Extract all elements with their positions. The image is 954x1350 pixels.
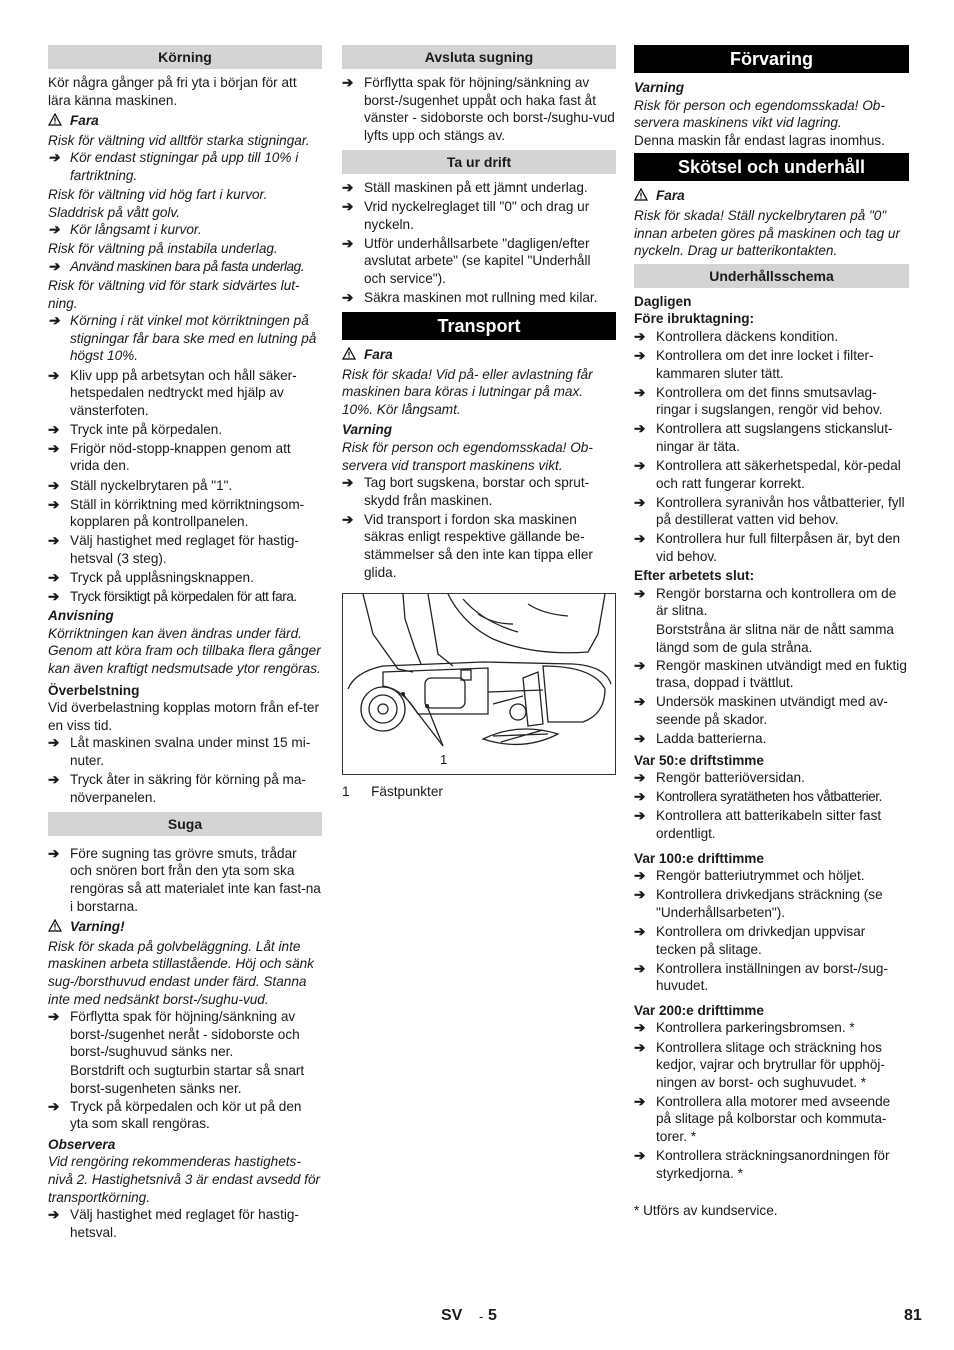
- arrow-right-icon: ➔: [634, 348, 646, 364]
- risk-action-text: Körning i rät vinkel mot körriktningen på stigningar får bara ske med en lutning på högst 10%.: [70, 313, 317, 364]
- var100-heading: Var 100:e drifttimme: [634, 850, 764, 866]
- var50-heading: Var 50:e driftstimme: [634, 752, 764, 768]
- arrow-right-icon: ➔: [634, 1148, 646, 1164]
- figure-caption: [342, 783, 616, 801]
- warning-label: Varning: [342, 422, 393, 438]
- list-item-text: Kontrollera alla motorer med avseende på slitage på kolborstar och kommuta-torer. *: [656, 1093, 891, 1144]
- list-item-text: Ställ in körriktning med körriktningsom-kopplaren på kontrollpanelen.: [70, 496, 305, 530]
- section-heading-skotsel: Skötsel och underhåll: [634, 153, 909, 181]
- korning-intro: Kör några gånger på fri yta i början för att lära känna maskinen.: [48, 75, 297, 108]
- arrow-right-icon: ➔: [342, 198, 354, 214]
- warning-text: Risk för person och egendomsskada! Ob-servera maskinens vikt vid lagring.: [634, 97, 885, 131]
- danger-notice: [342, 346, 616, 364]
- warning-label: Varning!: [70, 919, 125, 935]
- list-item-text: Kontrollera sträckningsanordningen för styrkedjorna. *: [656, 1148, 890, 1181]
- list-item: [634, 1039, 909, 1092]
- arrow-right-icon: ➔: [48, 1009, 60, 1025]
- arrow-right-icon: ➔: [634, 458, 646, 474]
- arrow-right-icon: ➔: [342, 75, 354, 90]
- danger-text: Risk för skada! Vid på- eller avlastning får maskinen bara köras i lutningar på max. 10%. Kör långsamt.: [342, 366, 593, 417]
- list-item-text: Ställ nyckelbrytaren på "1".: [70, 477, 233, 493]
- arrow-right-icon: ➔: [342, 475, 354, 491]
- section-heading-suga: Suga: [48, 812, 322, 836]
- arrow-right-icon: ➔: [48, 313, 60, 329]
- warning-triangle-icon: [342, 347, 356, 365]
- list-item-text: Rengör batteriutrymmet och höljet.: [656, 868, 865, 884]
- list-item: [342, 198, 616, 233]
- fore-ibruktagning-heading: Före ibruktagning:: [634, 311, 755, 327]
- risk-text: Risk för vältning vid hög fart i kurvor. Sladdrisk på vått golv.: [48, 187, 268, 220]
- list-item-text: Utför underhållsarbete "dagligen/efter avslutat arbete" (se kapitel "Underhåll och service").: [364, 235, 591, 286]
- list-item: [342, 289, 616, 307]
- arrow-right-icon: ➔: [634, 585, 646, 601]
- list-item-text: Kontrollera om det inre locket i filter-kammaren sluter tätt.: [656, 348, 874, 381]
- list-item-text: Välj hastighet med reglaget för hastig-hetsval.: [70, 1207, 299, 1240]
- risk-action: [48, 312, 322, 365]
- arrow-right-icon: ➔: [634, 808, 646, 824]
- list-item: [48, 532, 322, 567]
- language-code: SV: [441, 1307, 463, 1324]
- dagligen-heading: Dagligen: [634, 293, 692, 309]
- list-item-text: Säkra maskinen mot rullning med kilar.: [364, 289, 598, 305]
- list-item-text: Kontrollera parkeringsbromsen. *: [656, 1020, 855, 1036]
- list-item: [634, 530, 909, 565]
- arrow-right-icon: ➔: [48, 496, 60, 512]
- arrow-right-icon: ➔: [48, 421, 60, 437]
- list-item-text: Kontrollera däckens kondition.: [656, 328, 839, 344]
- arrow-right-icon: ➔: [634, 494, 646, 510]
- danger-notice: [634, 187, 909, 205]
- list-item: [342, 74, 616, 144]
- arrow-right-icon: ➔: [634, 1093, 646, 1109]
- arrow-right-icon: ➔: [48, 772, 60, 788]
- arrow-right-icon: ➔: [48, 440, 60, 456]
- list-item-text: Kontrollera syranivån hos våtbatterier, fyll på destillerat vatten vid behov.: [656, 494, 905, 528]
- warning-label: Varning: [634, 80, 685, 95]
- list-item-text: Kliv upp på arbetsytan och håll säker-hetspedalen nedtryckt med hjälp av vänsterfoten.: [70, 367, 297, 418]
- arrow-right-icon: ➔: [634, 531, 646, 547]
- list-item-text: Vrid nyckelreglaget till "0" och drag ur nyckeln.: [364, 198, 590, 232]
- arrow-right-icon: ➔: [634, 887, 646, 903]
- page-number: 81: [904, 1307, 922, 1324]
- warning-text: Risk för skada på golvbeläggning. Låt inte maskinen arbeta stillastående. Höj och sänk sug-/borsthuvud endast under färd. Stanna inte med nedsänkt borst-/sughu-vud.: [48, 938, 314, 1007]
- list-item: [634, 769, 909, 787]
- observera-text: Vid rengöring rekommenderas hastighets-nivå 2. Hastighetsnivå 3 är endast avsedd för transportkörning.: [48, 1154, 321, 1205]
- list-item-text: Kontrollera drivkedjans sträckning (se "Underhållsarbeten").: [656, 887, 883, 920]
- caption-number: 1: [342, 784, 350, 800]
- observera-label: Observera: [48, 1136, 116, 1152]
- anvisning-label: Anvisning: [48, 608, 114, 624]
- caption-text: Fästpunkter: [371, 784, 443, 800]
- danger-text: Risk för skada! Ställ nyckelbrytaren på "0" innan arbeten göres på maskinen och tag ur nyckeln. Drag ur batterikontakten.: [634, 207, 901, 259]
- list-item: [342, 511, 616, 581]
- list-item-text: Kontrollera inställningen av borst-/sug-huvudet.: [656, 960, 888, 994]
- section-heading-forvaring: Förvaring: [634, 45, 909, 73]
- list-item: [634, 693, 909, 728]
- column-right: [634, 45, 909, 1219]
- list-item: [48, 421, 322, 439]
- arrow-right-icon: ➔: [634, 1039, 646, 1055]
- list-item: [634, 657, 909, 692]
- column-left: [48, 45, 322, 1243]
- page-footer: [0, 1307, 954, 1329]
- risk-action-text: Använd maskinen bara på fasta underlag.: [70, 258, 305, 274]
- warning-notice: [48, 918, 322, 936]
- list-item-text: Rengör maskinen utvändigt med en fuktig trasa, doppad i tvättlut.: [656, 657, 907, 691]
- machine-illustration: [343, 594, 615, 774]
- list-item-text: Låt maskinen svalna under minst 15 mi-nuter.: [70, 735, 311, 768]
- warning-text: Risk för person och egendomsskada! Ob-servera vid transport maskinens vikt.: [342, 440, 593, 473]
- section-heading-transport: Transport: [342, 312, 616, 340]
- section-heading-underhallsschema: Underhållsschema: [634, 264, 909, 288]
- efter-note: Borststråna är slitna när de nått samma längd som de gula stråna.: [656, 622, 894, 656]
- list-item-text: Tryck försiktigt på körpedalen för att fara.: [70, 589, 297, 605]
- list-item-text: Frigör nöd-stopp-knappen genom att vrida den.: [70, 440, 291, 474]
- arrow-right-icon: ➔: [634, 328, 646, 344]
- list-item: [48, 569, 322, 587]
- warning-triangle-icon: [48, 113, 62, 131]
- list-item: [48, 1206, 322, 1241]
- arrow-right-icon: ➔: [634, 789, 645, 805]
- risk-text: Risk för vältning vid för stark sidvärtes lut-ning.: [48, 278, 300, 311]
- risk-action: [48, 258, 322, 276]
- list-item-text: Ladda batterierna.: [656, 731, 767, 746]
- list-item: [342, 474, 616, 509]
- var200-heading: Var 200:e drifttimme: [634, 1002, 764, 1018]
- arrow-right-icon: ➔: [48, 222, 60, 238]
- suga-note: Borstdrift och sugturbin startar så snart borst-sugenheten sänks ner.: [70, 1063, 305, 1096]
- list-item: [634, 585, 909, 620]
- anvisning-text: Körriktningen kan även ändras under färd. Genom att köra fram och tillbaka flera gånger kan även kraftigt nedsmutsade ytor rengöras.: [48, 625, 321, 676]
- list-item-text: Kontrollera att sugslangens stickanslut-ningar är täta.: [656, 421, 893, 454]
- list-item-text: Kontrollera om drivkedjan uppvisar tecken på slitage.: [656, 923, 866, 957]
- footnote: * Utförs av kundservice.: [634, 1202, 778, 1218]
- list-item-text: Kontrollera slitage och sträckning hos kedjor, vajrar och brytrullar för upphöj-ningen av borst- och sughuvudet. *: [656, 1039, 885, 1090]
- list-item-text: Kontrollera att säkerhetspedal, kör-pedal och ratt fungerar korrekt.: [656, 458, 901, 491]
- list-item: [342, 179, 616, 197]
- danger-label: Fara: [656, 188, 685, 204]
- machine-figure: [342, 593, 616, 775]
- arrow-right-icon: ➔: [48, 258, 59, 274]
- list-item: [48, 496, 322, 531]
- list-item-text: Tryck på upplåsningsknappen.: [70, 570, 254, 586]
- list-item-text: Före sugning tas grövre smuts, trådar och snören bort från den yta som ska rengöras så att materialet inte kan fast-na i borstarna.: [70, 845, 321, 914]
- risk-text: Risk för vältning på instabila underlag.: [48, 241, 278, 257]
- arrow-right-icon: ➔: [342, 289, 354, 305]
- list-item: [48, 771, 322, 806]
- list-item-text: Rengör borstarna och kontrollera om de är slitna.: [656, 585, 897, 619]
- list-item: [48, 1008, 322, 1061]
- risk-action: [48, 149, 322, 184]
- list-item-text: Tryck åter in säkring för körning på ma-növerpanelen.: [70, 772, 306, 805]
- list-item: [634, 1093, 909, 1146]
- arrow-right-icon: ➔: [634, 657, 646, 673]
- list-item: [634, 1019, 909, 1037]
- overbelastning-heading: Överbelstning: [48, 682, 140, 698]
- overbelastning-text: Vid överbelastning kopplas motorn från ef-ter en viss tid.: [48, 700, 320, 733]
- arrow-right-icon: ➔: [634, 421, 646, 437]
- list-item: [634, 807, 909, 842]
- list-item: [634, 494, 909, 529]
- arrow-right-icon: ➔: [634, 770, 646, 786]
- arrow-right-icon: ➔: [342, 235, 354, 251]
- arrow-right-icon: ➔: [48, 845, 60, 861]
- list-item: [634, 886, 909, 921]
- arrow-right-icon: ➔: [48, 589, 59, 605]
- list-item-text: Kontrollera syratätheten hos våtbatterier.: [656, 789, 882, 805]
- arrow-right-icon: ➔: [634, 923, 646, 939]
- arrow-right-icon: ➔: [48, 570, 60, 586]
- list-item: [48, 734, 322, 769]
- arrow-right-icon: ➔: [634, 384, 646, 400]
- arrow-right-icon: ➔: [48, 1098, 60, 1114]
- list-item: [634, 960, 909, 995]
- figure-callout-number: 1: [440, 752, 448, 768]
- danger-label: Fara: [70, 113, 99, 129]
- list-item: [634, 1147, 909, 1182]
- warning-triangle-icon: [634, 188, 648, 206]
- risk-action-text: Kör endast stigningar på upp till 10% i fartriktning.: [70, 150, 299, 183]
- fastening-point-marker: [401, 692, 405, 696]
- list-item-text: Rengör batteriöversidan.: [656, 770, 805, 786]
- efter-arbetets-slut-heading: Efter arbetets slut:: [634, 568, 755, 584]
- section-heading-korning: Körning: [48, 45, 322, 69]
- risk-text: Risk för vältning vid alltför starka stigningar.: [48, 132, 310, 148]
- list-item: [634, 788, 909, 806]
- list-item: [48, 1098, 322, 1133]
- section-heading-avsluta: Avsluta sugning: [342, 45, 616, 69]
- list-item: [634, 457, 909, 492]
- list-item: [634, 420, 909, 455]
- list-item-text: Välj hastighet med reglaget för hastig-hetsval (3 steg).: [70, 533, 299, 566]
- danger-label: Fara: [364, 347, 393, 363]
- forvaring-text: Denna maskin får endast lagras inomhus.: [634, 132, 885, 148]
- list-item-text: Kontrollera hur full filterpåsen är, byt den vid behov.: [656, 531, 901, 565]
- risk-action: [48, 221, 322, 239]
- list-item: [48, 440, 322, 475]
- arrow-right-icon: ➔: [48, 367, 60, 383]
- arrow-right-icon: ➔: [634, 1020, 646, 1036]
- section-heading-ta-ur-drift: Ta ur drift: [342, 150, 616, 174]
- section-page-number: 5: [488, 1307, 497, 1324]
- footer-separator: -: [479, 1309, 484, 1324]
- list-item: [342, 235, 616, 288]
- list-item-text: Tryck på körpedalen och kör ut på den yta som skall rengöras.: [70, 1098, 302, 1132]
- danger-notice: [48, 112, 322, 130]
- risk-action-text: Kör långsamt i kurvor.: [70, 222, 202, 238]
- list-item-text: Kontrollera om det finns smutsavlag-ringar i sugslangen, rengör vid behov.: [656, 384, 883, 418]
- warning-triangle-icon: [48, 919, 62, 937]
- list-item: [634, 923, 909, 958]
- arrow-right-icon: ➔: [48, 1207, 60, 1223]
- fastening-point-marker: [425, 704, 429, 708]
- arrow-right-icon: ➔: [48, 477, 60, 493]
- list-item-text: Undersök maskinen utvändigt med av-seende på skador.: [656, 694, 888, 727]
- list-item: [634, 384, 909, 419]
- list-item: [634, 867, 909, 885]
- list-item: [634, 347, 909, 382]
- list-item-text: Ställ maskinen på ett jämnt underlag.: [364, 179, 588, 195]
- list-item: [48, 477, 322, 495]
- list-item-text: Förflytta spak för höjning/sänkning av borst-/sugenhet uppåt och haka fast åt vänster - sidoborste och borst-/sughu-vud lyfts upp och stängs av.: [364, 75, 615, 143]
- arrow-right-icon: ➔: [634, 694, 646, 710]
- list-item-text: Vid transport i fordon ska maskinen säkras enligt respektive gällande be-stämmelser så den inte kan tippa eller glida.: [364, 511, 593, 580]
- list-item-text: Tag bort sugskena, borstar och sprut-skydd från maskinen.: [364, 475, 590, 508]
- list-item: [634, 730, 909, 748]
- arrow-right-icon: ➔: [48, 533, 60, 549]
- arrow-right-icon: ➔: [342, 511, 354, 527]
- arrow-right-icon: ➔: [48, 735, 60, 751]
- list-item-text: Kontrollera att batterikabeln sitter fast ordentligt.: [656, 808, 882, 841]
- list-item: [48, 588, 322, 606]
- arrow-right-icon: ➔: [342, 179, 354, 195]
- list-item: [634, 328, 909, 346]
- arrow-right-icon: ➔: [48, 150, 60, 166]
- arrow-right-icon: ➔: [634, 731, 646, 746]
- list-item: [48, 367, 322, 420]
- column-middle: [342, 45, 616, 801]
- arrow-right-icon: ➔: [634, 868, 646, 884]
- arrow-right-icon: ➔: [634, 960, 646, 976]
- list-item: [48, 845, 322, 915]
- list-item-text: Förflytta spak för höjning/sänkning av borst-/sugenhet neråt - sidoborste och borst-/sughuvud sänks ner.: [70, 1009, 300, 1060]
- list-item-text: Tryck inte på körpedalen.: [70, 421, 223, 437]
